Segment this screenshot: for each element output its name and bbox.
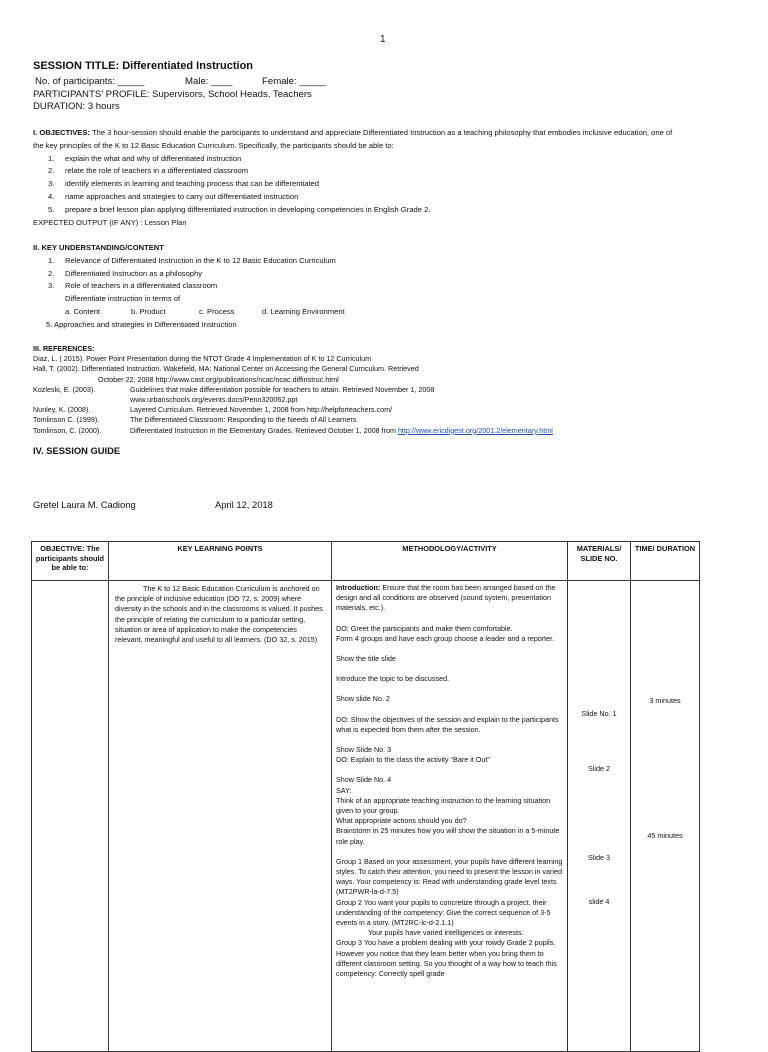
group-2-note: Your pupils have varied intelligences or interests. [368,928,524,938]
reference-kozleski-cont: www.urbanschools.org/events.docs/Penn320062.ppt [130,395,298,405]
session-guide-table [31,541,700,1052]
header-objective: OBJECTIVE: The participants should be able to: [32,542,109,581]
material-slide-4: slide 4 [588,897,610,906]
intro-text: Ensure that the room has been arranged based on the design and all conditions are observed (sound system, presentation materials, etc.). [336,583,556,613]
objectives-section [33,127,743,229]
cell-key-points [109,581,332,1052]
author-name: Gretel Laura M. Cadiong [33,499,136,510]
key-points-text: The K to 12 Basic Education Curriculum is anchored on the principle of inclusive education (DO 72, s. 2009) where diversity in the schools and in the classrooms is valued. It pushes the principle of relating the curriculum to a particular setting, situation or area of application to make the competencies relevant, meaningful and useful to all learners. (DO 32, s. 2015) [115,584,323,645]
participants-profile: PARTICIPANTS’ PROFILE: Supervisors, School Heads, Teachers [33,89,312,100]
objective-item: 4. name approaches and strategies to carry out differentiated instruction [48,191,299,201]
objective-item: 1. explain the what and why of differentiated instruction [48,153,242,163]
time-45-minutes: 45 minutes [647,831,683,840]
material-slide-1: Slide No. 1 [581,709,617,718]
time-3-minutes: 3 minutes [649,696,681,705]
reference-nunley: Nunley, K. (2008). Layered Curriculum. Retrieved November 1, 2008 from http://helpforteachers.com/ [33,405,393,415]
say-label: SAY: [336,785,352,795]
table-row [32,581,700,1052]
content-item: 3. Role of teachers in a differentiated classroom [48,281,218,291]
do-form-groups: Form 4 groups and have each group choose a leader and a reporter. [336,633,555,643]
content-sub-items [33,306,743,319]
do-explain-activity: DO: Explain to the class the activity “Bare it Out” [336,755,490,765]
objective-item: 2. relate the role of teachers in a differentiated classroom [48,166,249,176]
objectives-intro-1: The 3 hour-session should enable the participants to understand and appreciate Differentiated Instruction as a teaching philosophy that embodies inclusive education, one of [91,128,673,137]
objectives-list [33,153,743,217]
participants-label: No. of participants: _____ [35,76,145,87]
content-item-5: 5. Approaches and strategies in Differentiated Instruction [46,319,237,329]
reference-hall-cont: October 22, 2008 http://www.cast.org/publications/ncac/ncac.diffinstruc.html [98,374,339,384]
female-label: Female: _____ [262,76,326,87]
show-title-slide: Show the title slide [336,654,396,664]
do-greet: DO: Greet the participants and make them comfortable. [336,623,513,633]
reference-diaz: Diaz, L. ( 2015). Power Point Presentation during the NTOT Grade 4 Implementation of K to 12 Curriculum [33,354,372,364]
content-section [33,242,743,332]
expected-output: EXPECTED OUTPUT (IF ANY) : Lesson Plan [33,217,187,227]
say-brainstorm: Brainstorm in 25 minutes how you will show the situation in a 5-minute role play. [336,826,560,846]
content-item: 1. Relevance of Differentiated Instruction in the K to 12 Basic Education Curriculum [48,255,336,265]
table-header-row [32,542,700,581]
ericdigest-link[interactable]: http://www.ericdigest.org/2001.2/elementary.html [397,425,553,435]
intro-label: Introduction: [336,583,381,592]
content-sub-c: c. Process [199,306,235,316]
content-list [33,255,743,293]
objectives-heading: I. OBJECTIVES: [33,128,90,137]
male-label: Male: ____ [185,76,233,87]
header-key-points: KEY LEARNING POINTS [109,542,332,581]
reference-hall: Hall, T. (2002). Differentiated Instruction. Wakefield, MA: National Center on Accessing the General Curriculum. Retrieved [33,364,419,374]
introduce-topic: Introduce the topic to be discussed. [336,674,450,684]
material-slide-3: Slide 3 [588,853,610,862]
group-2: Group 2 You want your pupils to concretize through a project, their understanding of the competency: Give the correct sequence of 3-5 events in a story. (MT2RC-lc-d-2.1.1) [336,897,551,928]
content-sub-b: b. Product [131,306,166,316]
references-heading: III. REFERENCES: [33,344,95,353]
group-1: Group 1 Based on your assessment, your pupils have different learning styles. To catch their attention, you need to present the lesson in varied ways. Your competency is: Read with understanding grade level texts (MT2PWR-la-d-7.5) [336,856,563,897]
show-slide-4: Show Slide No. 4 [336,775,392,785]
objectives-intro-2: the key principles of the K to 12 Basic Education Curriculum. Specifically, the participants should be able to: [33,140,394,150]
header-materials: MATERIALS/ SLIDE NO. [568,542,631,581]
group-3: Group 3 You have a problem dealing with your rowdy Grade 2 pupils. However you notice that they learn better when you bring them to different classroom setting. So you thought of a way how to teach this competency: Correctly spell grade [336,938,557,979]
header-time: TIME/ DURATION [631,542,700,581]
objective-item: 3. identify elements in learning and teaching process that can be differentiated [48,179,319,189]
content-sub-intro: Differentiate instruction in terms of [65,294,181,304]
content-sub-a: a. Content [65,306,101,316]
say-think: Think of an appropriate teaching instruction to the learning situation given to your group. [336,795,551,816]
cell-materials [568,581,631,1052]
material-slide-2: Slide 2 [588,764,610,773]
do-objectives: DO: Show the objectives of the session and explain to the participants what is expected from them after the session. [336,714,559,734]
participants-line [35,76,144,88]
author-date: April 12, 2018 [215,499,273,510]
reference-kozleski: Kozleski, E. (2003). Guidelines that make differentiation possible for teachers to attain. Retrieved November 1, 2008 [33,384,435,394]
cell-time [631,581,700,1052]
reference-tomlinson-2000: Tomlinson, C. (2000). Differentiated Instruction in the Elementary Grades. Retrieved October 1, 2008 from http://www.ericdigest.org/2001.2/elementary.html [33,425,553,435]
session-duration: DURATION: 3 hours [33,101,120,112]
show-slide-2: Show slide No. 2 [336,694,390,704]
content-item: 2. Differentiated Instruction as a philosophy [48,268,203,278]
cell-objective [32,581,109,1052]
references-section [33,344,753,436]
show-slide-3: Show Slide No. 3 [336,745,392,755]
cell-methodology [332,581,568,1052]
session-title: SESSION TITLE: Differentiated Instruction [33,60,254,72]
say-actions: What appropriate actions should you do? [336,816,467,826]
header-methodology: METHODOLOGY/ACTIVITY [332,542,568,581]
page-number: 1 [380,34,386,45]
reference-tomlinson-1999: Tomlinson C. (1999). The Differentiated Classroom: Responding to the Needs of All Learners [33,415,357,425]
session-guide-heading: IV. SESSION GUIDE [33,445,121,456]
content-sub-d: d. Learning Environment [262,306,345,316]
content-heading: II. KEY UNDERSTANDING/CONTENT [33,243,164,252]
objective-item: 5. prepare a brief lesson plan applying differentiated instruction in developing competencies in English Grade 2. [48,204,431,214]
